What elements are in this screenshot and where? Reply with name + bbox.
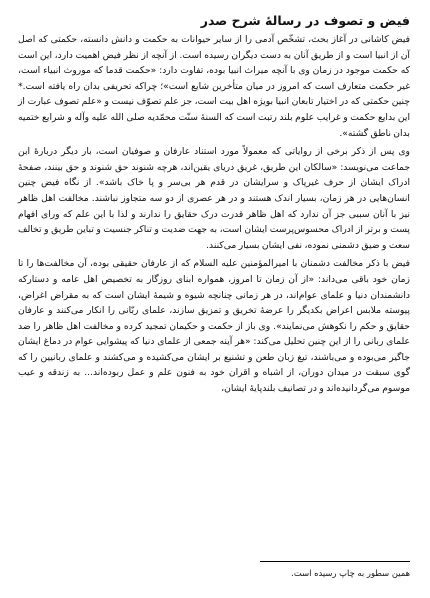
paragraph-3: فیض با ذکر مخالفت دشمنان با امیرالمؤمنین علیه السلام که از عارفان حقیقی بوده، آن مخالفت‌ها را تا زمان خود باقی می‌داند: «از آن زمان تا امروز، همواره ابنای روزگار به تخصیص اهل عامه و دستارکه دانشمندان دنیا و علمای عوام‌اند، در هر زمانی چنانچه شیوه و شیمهٔ ایشان است که به مقراض اغراض، پیوسته ملابس اعراض بکدیگر را عرضهٔ تخریق و تمزیق سازند، علمای ربّانی را انکار می‌کنند و عارفان حقایق و حکم را نکوهش می‌نمایند». وی باز از حکمت و حکیمان تمجید کرده و مخالفت اهل ظاهر را ضد علمای ربانی را از این چنین تحلیل می‌کند: «هر آینه جمعی از علمای دنیا که پیشوایی عوام در دماغ ایشان جاگیر می‌بوده و می‌باشند، تیغ زبان طعن و تشنیع بر ایشان می‌کشیده و می‌کشند و علمای ربانیین را که گوی سبقت در میدان دوران، از اشباه و اقران خود به فنون علم و عمل ربوده‌اند... به زندقه و عیب موسوم می‌گردانیده‌اند و در تصانیف بلندپایهٔ ایشان، (18, 258, 410, 395)
paragraph-2: وی پس از ذکر برخی از روایاتی که معمولاً مورد استناد عارفان و صوفیان است، بار دیگر دربارهٔ ابن جماعت می‌نویسد: «سالکان این طریق، غریق دریای یقین‌اند، هرچه شنوند حق شنوند و حق بینند، صفحهٔ ادراک ایشان از حرف غیرپاک و سرایشان در قدم هر بی‌سر و پا خاک باشد». از نگاه فیض چنین انسان‌هایی در هر زمان، بسیار اندک هستند و در هر عصری از دو سه متجاوز نباشند. مخالفت اهل ظاهر نیز با آنان سببی جز آن ندارد که اهل ظاهر قدرت درک حقایق را ندارند و لذا با این علم که ورای افهام پست و برتر از ادراک محسوس‌پرست ایشان است، به جهت ضدیت و تناکر جنسیت و تباین طریق و تخالف سعت و ضیق دشمنی نموده، نفی ایشان بسیار می‌کنند. (18, 146, 410, 251)
section-title: فیض و تصوف در رسالهٔ شرح صدر (200, 13, 410, 28)
footnote-divider (260, 561, 410, 562)
body-text (18, 32, 410, 397)
paragraph-1: فیض کاشانی در آغاز بحث، تشخّص آدمی را از سایر حیوانات به حکمت و دانش دانسته، حکمتی که اصل آن از انبیا است و از طریق آنان به دست دیگران رسیده است. از آنچه از نظر فیض اهمیت دارد، این است که حکمت موجود در زمان وی با آنچه میراث انبیا بوده، تفاوت دارد: «حکمت قدما که موروث انبیاء است، غیر حکمت متعارف است که امروز در میان متأخرین شایع است»؛ چراکه تحریفی بدان راه یافته است.* چنین حکمتی که در اختیار تابعان انبیا بویژه اهل بیت است، جز علم تصوّف نیست و «علم تصوف عبارت از این بدایع حکمت و غرایب علوم بلند رتبت است که السنهٔ سنّت محمّدیه صلی الله علیه وآله و شرایع ختمیه بدان ناطق گشته». (18, 34, 410, 139)
footnote: همین سطور به چاپ رسیده است. (291, 568, 410, 578)
